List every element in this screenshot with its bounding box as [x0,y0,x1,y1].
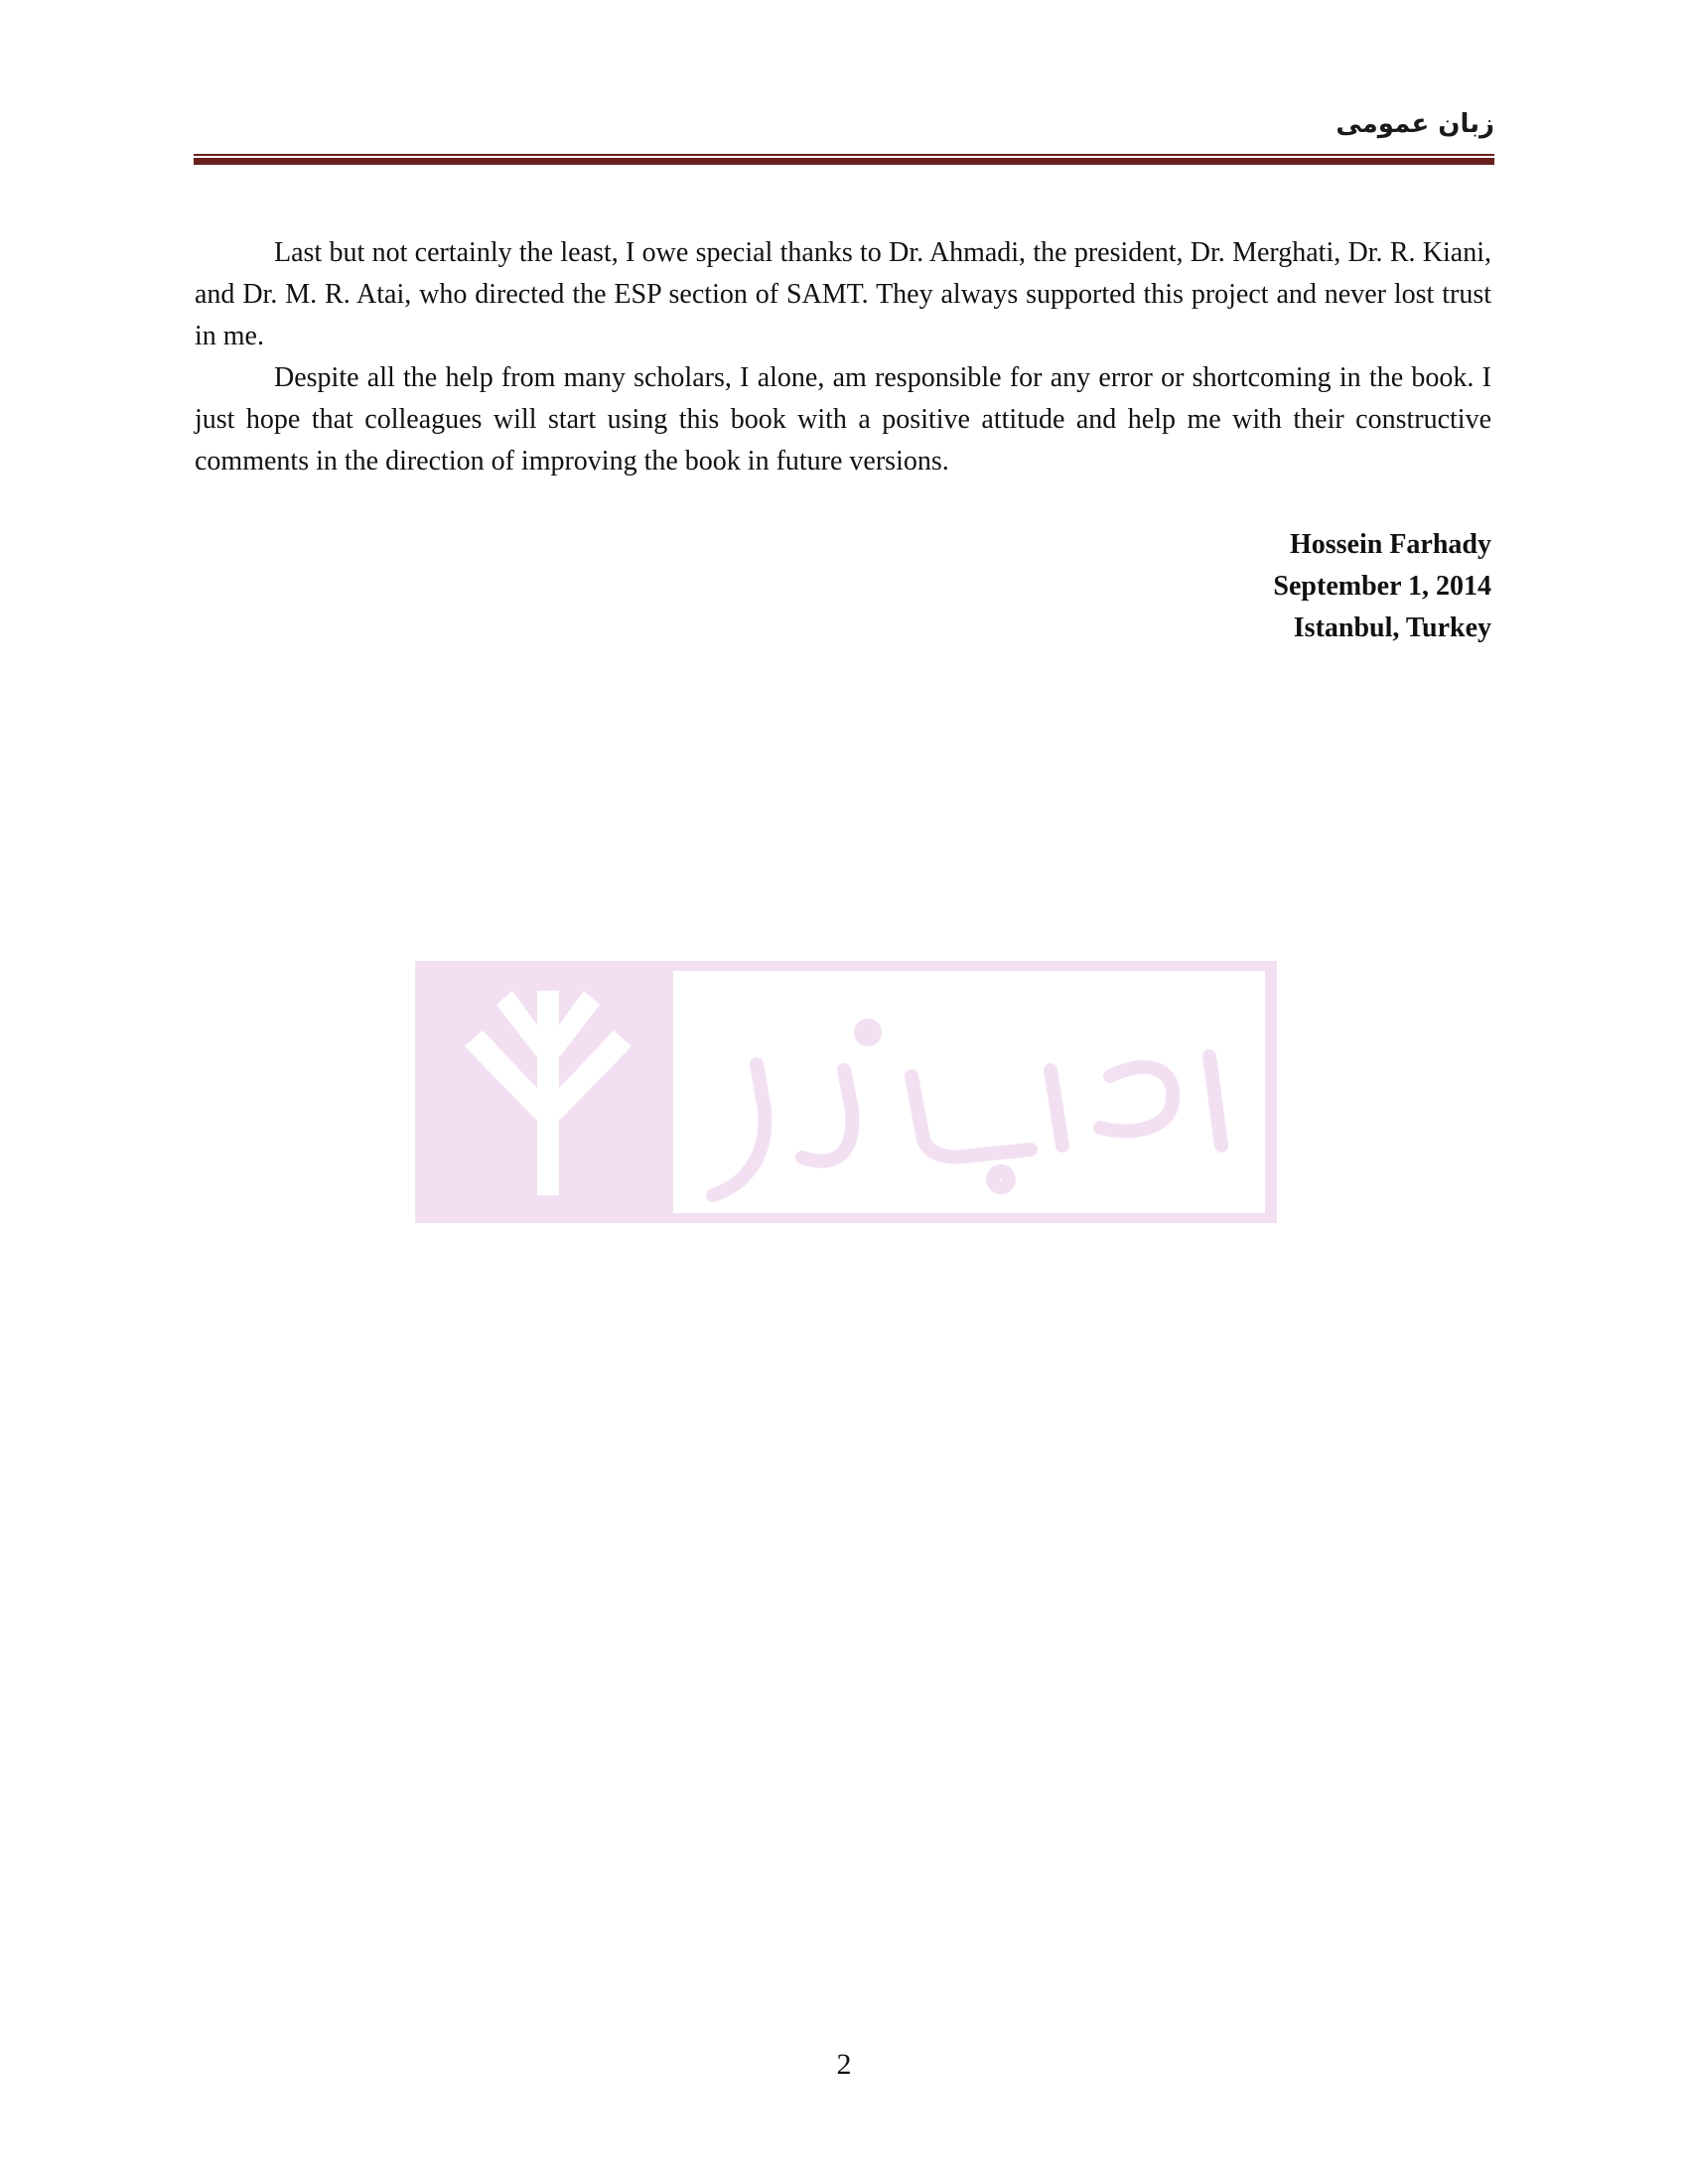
header-rule-thin [194,154,1494,156]
watermark-logo [415,961,1277,1223]
signature-date: September 1, 2014 [1273,571,1491,602]
watermark-graphic [415,961,1277,1223]
page-header [194,104,1494,164]
header-rule-thick [194,158,1494,165]
signature-name: Hossein Farhady [1289,529,1491,560]
header-rule [194,154,1494,164]
body-text [195,232,1491,482]
paragraph-responsibility: Despite all the help from many scholars, I alone, am responsible for any error or shortcoming in the book. I just hope that colleagues will start using this book with a positive attitude and help me with their constructive comments in the direction of improving the book in future versions. [195,362,1491,477]
header-title: زبان عمومی [1336,109,1494,139]
paragraph-acknowledgement: Last but not certainly the least, I owe special thanks to Dr. Ahmadi, the president, Dr. Merghati, Dr. R. Kiani, and Dr. M. R. Atai, who directed the ESP section of SAMT. They always supported this project and never lost trust in me. [195,237,1491,351]
signature-block [1273,524,1491,649]
page-number: 2 [836,2048,852,2081]
signature-place: Istanbul, Turkey [1293,613,1491,643]
